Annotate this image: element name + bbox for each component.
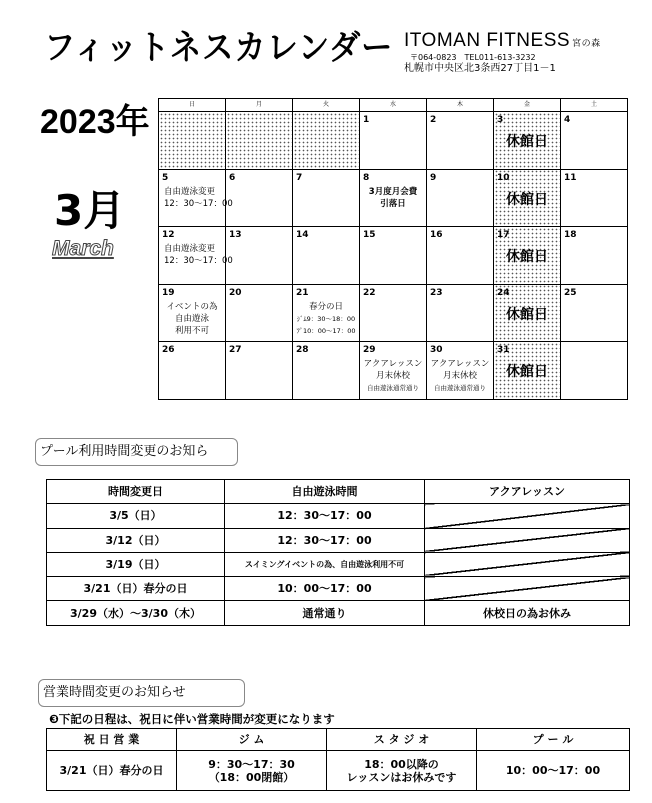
- calendar-day-cell: [427, 227, 494, 285]
- day-note-line: 月末休校: [442, 371, 477, 382]
- day-number: 11: [564, 172, 577, 183]
- pool-row: [47, 577, 630, 601]
- day-number: 21: [296, 287, 309, 298]
- day-number: 15: [363, 230, 376, 241]
- pool-cell: [425, 577, 630, 601]
- weekday-header: 土: [561, 99, 628, 112]
- day-note-line: 春分の日: [308, 301, 343, 312]
- pool-cell: 12：30～17：00: [225, 528, 425, 552]
- hours-header-row: [47, 729, 630, 751]
- hours-notice-text: ❸下記の日程は、祝日に伴い営業時間が変更になります: [49, 712, 335, 726]
- closed-day-label: 休館日: [506, 134, 548, 150]
- gym-name-text: ITOMAN FITNESS: [404, 30, 571, 51]
- hours-studio: [327, 751, 477, 791]
- calendar-week-row: [159, 284, 628, 342]
- calendar-day-cell: [226, 342, 293, 400]
- day-number: 26: [162, 345, 175, 356]
- gym-contact: 〒064-0823 TEL011-613-3232: [410, 53, 536, 62]
- hours-header-gym: ジ ム: [177, 729, 327, 751]
- weekday-header-row: [159, 99, 628, 112]
- closed-day-label: 休館日: [506, 191, 548, 208]
- day-note-line: アクアレッスン: [430, 359, 490, 370]
- day-number: 30: [430, 345, 443, 356]
- pool-cell: 休校日の為お休み: [425, 601, 630, 625]
- business-hours-table: [46, 728, 630, 791]
- day-number: 29: [363, 345, 376, 356]
- gym-address: 札幌市中央区北3条西27丁目1－1: [404, 63, 556, 74]
- calendar-day-cell: [159, 284, 226, 342]
- pool-schedule-body: [47, 480, 630, 626]
- pool-schedule-table: [46, 479, 630, 626]
- calendar-day-cell: [561, 169, 628, 227]
- day-number: 25: [564, 287, 577, 298]
- calendar-day-cell: [561, 112, 628, 170]
- calendar-title: フィットネスカレンダー: [44, 28, 394, 68]
- calendar-body: [159, 112, 628, 400]
- day-note: [427, 358, 493, 394]
- hours-date: 3/21（日）春分の日: [47, 751, 177, 791]
- hours-header-studio: ス タ ジ オ: [327, 729, 477, 751]
- day-note: [293, 301, 359, 337]
- calendar-week-row: [159, 342, 628, 400]
- day-number: 12: [162, 230, 175, 241]
- day-note-line: 自由遊泳通常通り: [367, 384, 419, 393]
- calendar-day-cell: [360, 342, 427, 400]
- calendar-day-cell: [561, 227, 628, 285]
- pool-header-cell: 時間変更日: [47, 480, 225, 504]
- calendar-day-cell: [159, 342, 226, 400]
- calendar-day-cell: [293, 284, 360, 342]
- day-number: 2: [430, 115, 437, 125]
- calendar-grid: [158, 98, 628, 400]
- calendar-day-cell: [427, 284, 494, 342]
- day-note: [360, 358, 426, 394]
- day-note-line: 3月度月会費: [368, 186, 418, 197]
- day-note: [164, 186, 233, 210]
- weekday-header: 水: [360, 99, 427, 112]
- pool-row: [47, 552, 630, 576]
- calendar-week-row: [159, 227, 628, 285]
- weekday-header: 金: [494, 99, 561, 112]
- calendar-day-cell: [561, 342, 628, 400]
- day-note: [360, 186, 426, 210]
- day-note-line: ｼﾞﾑ9：30～18：00: [296, 314, 356, 323]
- day-number: 24: [497, 287, 510, 298]
- closed-day-label: 休館日: [506, 306, 548, 323]
- day-note-line: アクアレッスン: [363, 359, 423, 370]
- pool-cell: 3/5（日）: [47, 504, 225, 528]
- day-number: 13: [229, 230, 242, 241]
- day-number: 18: [564, 230, 577, 241]
- pool-header-cell: 自由遊泳時間: [225, 480, 425, 504]
- hours-row: [47, 751, 630, 791]
- pool-cell: [425, 504, 630, 528]
- hours-pool: 10：00～17：00: [477, 751, 630, 791]
- calendar-day-cell: [494, 284, 561, 342]
- weekday-header: 木: [427, 99, 494, 112]
- hours-header-pool: プ ー ル: [477, 729, 630, 751]
- day-number: 16: [430, 230, 443, 241]
- calendar-day-cell: [360, 227, 427, 285]
- day-number: 3: [497, 115, 504, 125]
- day-number: 9: [430, 172, 437, 183]
- hours-gym-line: 9：30～17：30: [208, 757, 295, 771]
- pool-cell: スイミングイベントの為、自由遊泳利用不可: [225, 552, 425, 576]
- hours-notice-label: 営業時間変更のお知らせ: [38, 679, 245, 707]
- hours-studio-line: レッスンはお休みです: [346, 770, 457, 784]
- pool-row: [47, 601, 630, 625]
- pool-row: [47, 504, 630, 528]
- day-number: 14: [296, 230, 309, 241]
- pool-notice-label: プール利用時間変更のお知ら: [35, 438, 238, 466]
- hours-gym-line: （18：00閉館）: [208, 770, 295, 784]
- day-number: 31: [497, 345, 510, 356]
- day-number: 27: [229, 345, 242, 356]
- hours-gym: [177, 751, 327, 791]
- gym-branch: 宮の森: [572, 38, 601, 48]
- calendar-day-cell: [226, 227, 293, 285]
- day-note-line: 自由遊泳通常通り: [434, 384, 486, 393]
- hours-header-holiday: 祝 日 営 業: [47, 729, 177, 751]
- calendar-day-cell: [494, 227, 561, 285]
- weekday-header: 月: [226, 99, 293, 112]
- pool-cell: 3/29（水）～3/30（木）: [47, 601, 225, 625]
- weekday-header: 日: [159, 99, 226, 112]
- day-note: [164, 243, 233, 267]
- calendar-day-cell: [226, 169, 293, 227]
- day-note-line: 月末休校: [375, 371, 410, 382]
- pool-cell: 3/12（日）: [47, 528, 225, 552]
- day-note-line: 利用不可: [174, 325, 209, 336]
- hours-studio-line: 18：00以降の: [364, 757, 439, 771]
- calendar-day-cell: [159, 112, 226, 170]
- day-number: 1: [363, 115, 370, 125]
- day-number: 4: [564, 115, 571, 125]
- day-note-line: 自由遊泳変更: [164, 244, 216, 255]
- day-number: 10: [497, 172, 510, 183]
- day-note-line: 12：30～17：00: [164, 256, 233, 267]
- day-number: 19: [162, 287, 175, 298]
- day-note-line: 12：30～17：00: [164, 198, 233, 209]
- day-note-line: ﾌﾟ10：00～17：00: [296, 326, 356, 335]
- day-number: 17: [497, 230, 510, 241]
- pool-cell: 通常通り: [225, 601, 425, 625]
- day-number: 23: [430, 287, 443, 298]
- calendar-day-cell: [360, 112, 427, 170]
- pool-row: [47, 528, 630, 552]
- calendar-day-cell: [293, 227, 360, 285]
- pool-cell: 3/19（日）: [47, 552, 225, 576]
- month-english-label: March: [52, 237, 114, 260]
- weekday-header: 火: [293, 99, 360, 112]
- closed-day-label: 休館日: [506, 364, 548, 381]
- calendar-week-row: [159, 112, 628, 170]
- calendar-day-cell: [427, 169, 494, 227]
- day-note-line: 自由遊泳変更: [164, 186, 216, 197]
- calendar-day-cell: [427, 342, 494, 400]
- pool-header-cell: アクアレッスン: [425, 480, 630, 504]
- calendar-day-cell: [226, 284, 293, 342]
- closed-day-label: 休館日: [506, 249, 548, 266]
- calendar-day-cell: [494, 112, 561, 170]
- day-number: 20: [229, 287, 242, 298]
- calendar-day-cell: [293, 112, 360, 170]
- calendar-week-row: [159, 169, 628, 227]
- pool-cell: 12：30～17：00: [225, 504, 425, 528]
- day-number: 8: [363, 172, 370, 183]
- calendar-day-cell: [159, 169, 233, 227]
- calendar-day-cell: [427, 112, 494, 170]
- day-number: 22: [363, 287, 376, 298]
- calendar-day-cell: [360, 169, 427, 227]
- pool-header-row: [47, 480, 630, 504]
- gym-name: [404, 30, 601, 54]
- day-note-line: 引落日: [380, 198, 406, 209]
- calendar-day-cell: [360, 284, 427, 342]
- day-note: [159, 301, 225, 337]
- day-note-line: イベントの為: [166, 301, 218, 312]
- day-number: 28: [296, 345, 309, 356]
- month-label: 3月: [54, 186, 126, 235]
- calendar-day-cell: [226, 112, 293, 170]
- calendar-day-cell: [494, 169, 561, 227]
- pool-cell: 3/21（日）春分の日: [47, 577, 225, 601]
- day-note-line: 自由遊泳: [174, 313, 209, 324]
- calendar-day-cell: [561, 284, 628, 342]
- calendar-day-cell: [159, 227, 233, 285]
- pool-cell: 10：00～17：00: [225, 577, 425, 601]
- calendar-day-cell: [293, 342, 360, 400]
- year-label: 2023年: [40, 103, 150, 141]
- pool-cell: [425, 528, 630, 552]
- day-number: 6: [229, 172, 236, 183]
- calendar-day-cell: [293, 169, 360, 227]
- day-number: 5: [162, 172, 169, 183]
- pool-cell: [425, 552, 630, 576]
- calendar-day-cell: [494, 342, 561, 400]
- day-number: 7: [296, 172, 303, 183]
